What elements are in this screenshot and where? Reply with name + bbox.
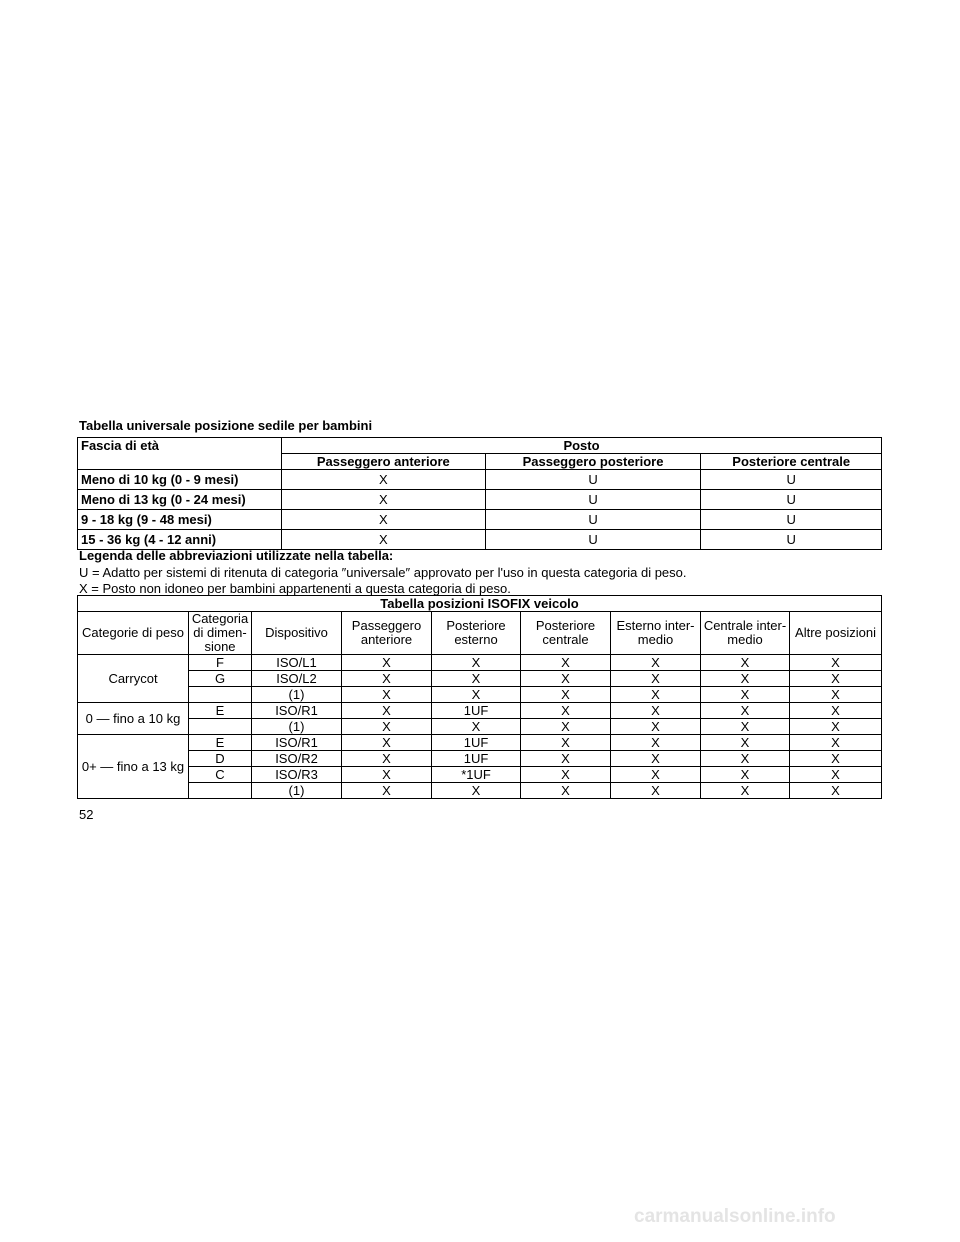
cell: (1) xyxy=(252,687,342,703)
cell: X xyxy=(701,783,790,799)
cell: ISO/R1 xyxy=(252,735,342,751)
cell: X xyxy=(282,530,486,550)
row-label: 9 - 18 kg (9 - 48 mesi) xyxy=(78,510,282,530)
cell: X xyxy=(342,703,432,719)
seat-header: Posto xyxy=(282,438,882,454)
cell: U xyxy=(701,490,882,510)
cell: U xyxy=(485,510,701,530)
row-label: Meno di 13 kg (0 - 24 mesi) xyxy=(78,490,282,510)
isofix-table xyxy=(77,595,882,799)
cell: X xyxy=(701,767,790,783)
cell xyxy=(189,719,252,735)
cell: ISO/R3 xyxy=(252,767,342,783)
table-row xyxy=(78,530,882,550)
table-row xyxy=(78,735,882,751)
cell: X xyxy=(701,703,790,719)
column-header: Posteriore esterno xyxy=(432,612,521,655)
child-seat-table xyxy=(77,437,882,550)
cell: X xyxy=(611,703,701,719)
cell: X xyxy=(342,719,432,735)
cell: ISO/R2 xyxy=(252,751,342,767)
cell: 1UF xyxy=(432,751,521,767)
cell: U xyxy=(701,470,882,490)
cell: ISO/L2 xyxy=(252,671,342,687)
cell: X xyxy=(342,687,432,703)
cell: X xyxy=(790,735,882,751)
cell: E xyxy=(189,703,252,719)
cell: X xyxy=(342,783,432,799)
cell: 1UF xyxy=(432,703,521,719)
cell: 1UF xyxy=(432,735,521,751)
cell: X xyxy=(790,767,882,783)
cell: X xyxy=(521,687,611,703)
cell: X xyxy=(790,687,882,703)
table-row xyxy=(78,655,882,671)
cell: X xyxy=(790,703,882,719)
watermark: carmanualsonline.info xyxy=(634,1206,836,1227)
column-header: Posteriore centrale xyxy=(521,612,611,655)
cell xyxy=(189,783,252,799)
cell: X xyxy=(282,510,486,530)
cell: X xyxy=(521,671,611,687)
cell: E xyxy=(189,735,252,751)
cell: X xyxy=(432,687,521,703)
cell: X xyxy=(432,655,521,671)
cell: X xyxy=(521,719,611,735)
group-label: Carrycot xyxy=(78,655,189,703)
cell: X xyxy=(342,655,432,671)
cell: X xyxy=(432,671,521,687)
cell: X xyxy=(342,751,432,767)
cell: X xyxy=(701,751,790,767)
column-header: Posteriore centrale xyxy=(701,454,882,470)
group-label: 0+ — fino a 13 kg xyxy=(78,735,189,799)
column-header: Esterno inter-medio xyxy=(611,612,701,655)
table-row xyxy=(78,719,882,735)
cell: X xyxy=(342,671,432,687)
cell: U xyxy=(485,490,701,510)
row-label: Meno di 10 kg (0 - 9 mesi) xyxy=(78,470,282,490)
legend-x: X = Posto non idoneo per bambini appartenenti a questa categoria di peso. xyxy=(79,581,511,596)
cell: X xyxy=(342,735,432,751)
cell: X xyxy=(521,767,611,783)
column-header: Altre posizioni xyxy=(790,612,882,655)
cell: G xyxy=(189,671,252,687)
cell: X xyxy=(611,767,701,783)
cell: *1UF xyxy=(432,767,521,783)
column-header: Passeggero anteriore xyxy=(342,612,432,655)
cell: C xyxy=(189,767,252,783)
cell: X xyxy=(701,687,790,703)
cell: X xyxy=(790,719,882,735)
table-row xyxy=(78,671,882,687)
cell: X xyxy=(432,719,521,735)
cell: X xyxy=(611,735,701,751)
cell: D xyxy=(189,751,252,767)
table-row xyxy=(78,751,882,767)
cell: U xyxy=(701,510,882,530)
column-header: Categorie di peso xyxy=(78,612,189,655)
legend-title: Legenda delle abbreviazioni utilizzate nella tabella: xyxy=(79,548,394,563)
isofix-table-title: Tabella posizioni ISOFIX veicolo xyxy=(78,596,882,612)
cell: (1) xyxy=(252,719,342,735)
column-header: Dispositivo xyxy=(252,612,342,655)
table1-title: Tabella universale posizione sedile per bambini xyxy=(79,418,373,433)
column-header: Passeggero anteriore xyxy=(282,454,486,470)
cell: X xyxy=(790,655,882,671)
cell: ISO/R1 xyxy=(252,703,342,719)
table-row xyxy=(78,687,882,703)
column-header: Categoria di dimen-sione xyxy=(189,612,252,655)
cell xyxy=(189,687,252,703)
cell: X xyxy=(611,687,701,703)
cell: X xyxy=(521,703,611,719)
cell: X xyxy=(611,719,701,735)
cell: (1) xyxy=(252,783,342,799)
cell: X xyxy=(701,655,790,671)
page-number: 52 xyxy=(79,807,94,822)
cell: X xyxy=(701,735,790,751)
cell: X xyxy=(611,751,701,767)
table-row xyxy=(78,490,882,510)
cell: X xyxy=(342,767,432,783)
column-header: Centrale inter-medio xyxy=(701,612,790,655)
cell: X xyxy=(790,783,882,799)
cell: X xyxy=(432,783,521,799)
cell: U xyxy=(701,530,882,550)
cell: X xyxy=(282,470,486,490)
table-row xyxy=(78,783,882,799)
cell: U xyxy=(485,530,701,550)
cell: X xyxy=(282,490,486,510)
group-label: 0 — fino a 10 kg xyxy=(78,703,189,735)
cell: ISO/L1 xyxy=(252,655,342,671)
cell: X xyxy=(701,719,790,735)
cell: X xyxy=(611,671,701,687)
table-row xyxy=(78,767,882,783)
table-row xyxy=(78,470,882,490)
row-label: 15 - 36 kg (4 - 12 anni) xyxy=(78,530,282,550)
legend-u: U = Adatto per sistemi di ritenuta di categoria ″universale″ approvato per l'uso in questa categoria di peso. xyxy=(79,565,687,580)
cell: X xyxy=(611,655,701,671)
cell: X xyxy=(521,783,611,799)
cell: U xyxy=(485,470,701,490)
table-row xyxy=(78,510,882,530)
cell: X xyxy=(611,783,701,799)
cell: X xyxy=(790,751,882,767)
cell: X xyxy=(521,751,611,767)
table-row xyxy=(78,703,882,719)
column-header: Passeggero posteriore xyxy=(485,454,701,470)
cell: X xyxy=(701,671,790,687)
cell: F xyxy=(189,655,252,671)
cell: X xyxy=(521,655,611,671)
cell: X xyxy=(521,735,611,751)
cell: X xyxy=(790,671,882,687)
age-header: Fascia di età xyxy=(78,438,282,470)
